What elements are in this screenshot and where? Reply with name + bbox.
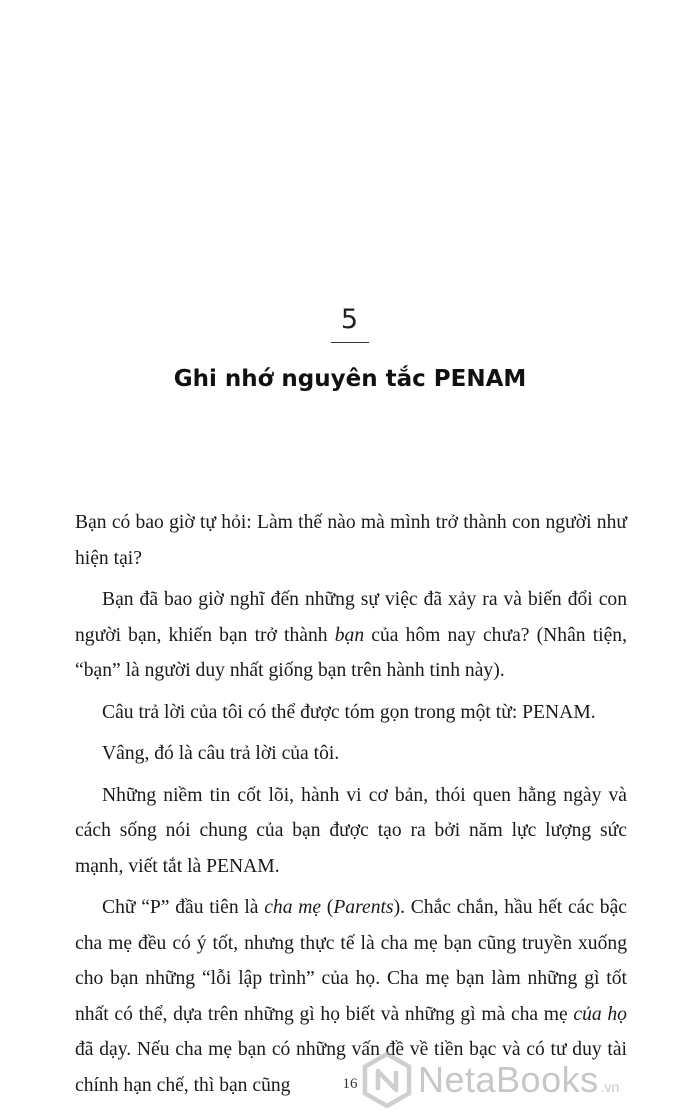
body-text	[75, 505, 627, 1109]
watermark	[362, 1050, 619, 1110]
page-number: 16	[342, 1076, 358, 1092]
paragraph: Câu trả lời của tôi có thể được tóm gọn trong một từ: PENAM.	[102, 701, 596, 723]
paragraph: Bạn đã bao giờ nghĩ đến những sự việc đã xảy ra và biến đổi con người bạn, khiến bạn trở thành bạn của hôm nay chưa? (Nhân tiện, “bạn” là người duy nhất giống bạn trên hành tinh này).	[75, 589, 627, 681]
paragraph: Những niềm tin cốt lõi, hành vi cơ bản, thói quen hằng ngày và cách sống nói chung của bạn được tạo ra bởi năm lực lượng sức mạnh, viết tắt là PENAM.	[75, 784, 627, 877]
paragraph: Vâng, đó là câu trả lời của tôi.	[102, 743, 340, 764]
watermark-brand: NetaBooks	[418, 1059, 599, 1100]
netabooks-logo-icon	[362, 1052, 412, 1108]
paragraph: Bạn có bao giờ tự hỏi: Làm thế nào mà mình trở thành con người như hiện tại?	[75, 512, 627, 569]
watermark-suffix: .vn	[600, 1079, 620, 1095]
paragraph: Chữ “P” đầu tiên là cha mẹ (Parents). Chắc chắn, hầu hết các bậc cha mẹ đều có ý tốt, nhưng thực tế là cha mẹ bạn cũng truyền xuống cho bạn những “lỗi lập trình” của họ. Cha mẹ bạn làm những gì tốt nhất có thể, dựa trên những gì họ biết và những gì mà cha mẹ của họ đã dạy. Nếu cha mẹ bạn có những vấn đề về tiền bạc và có tư duy tài chính hạn chế, thì bạn cũng	[75, 897, 627, 1096]
chapter-number: 5	[340, 304, 360, 335]
chapter-title: Ghi nhớ nguyên tắc PENAM	[173, 366, 527, 392]
chapter-number-rule	[331, 342, 369, 343]
